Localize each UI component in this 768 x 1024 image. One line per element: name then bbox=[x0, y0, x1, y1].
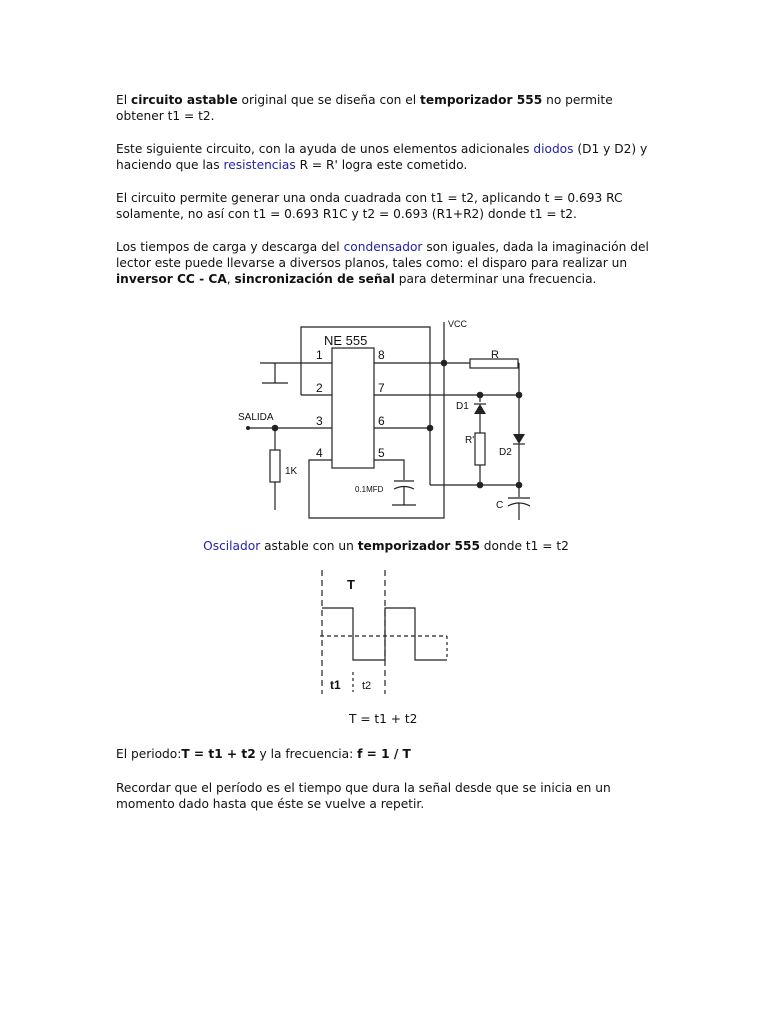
formula: T = t1 + t2 bbox=[349, 712, 418, 726]
link-oscilador[interactable]: Oscilador bbox=[203, 539, 261, 553]
pin-1-label: 1 bbox=[316, 348, 323, 362]
resistor-1k-label: 1K bbox=[285, 466, 298, 477]
paragraph-charge-times: Los tiempos de carga y descarga del condensador son iguales, dada la imaginación del lector este puede llevarse a diversos planos, tales como: el disparo para realizar un inversor CC - CA, sincronización de señal para determinar una frecuencia. bbox=[116, 240, 649, 286]
resistor-r-prime-label: R' bbox=[465, 435, 475, 446]
t1-label: t1 bbox=[330, 678, 341, 692]
pin-2-label: 2 bbox=[316, 381, 323, 395]
pin-6-label: 6 bbox=[378, 414, 385, 428]
pin-4-label: 4 bbox=[316, 446, 323, 460]
diode-d2-label: D2 bbox=[499, 447, 512, 458]
link-diodos[interactable]: diodos bbox=[533, 142, 574, 156]
pin-8-label: 8 bbox=[378, 348, 385, 362]
paragraph-intro: El circuito astable original que se diseña con el temporizador 555 no permite obtener t1 = t2. bbox=[116, 93, 613, 123]
link-condensador[interactable]: condensador bbox=[343, 240, 423, 254]
waveform-diagram bbox=[0, 560, 768, 700]
t2-label: t2 bbox=[362, 680, 372, 692]
circuit-caption: Oscilador astable con un temporizador 555 donde t1 = t2 bbox=[203, 539, 569, 553]
capacitor-c-label: C bbox=[496, 500, 504, 511]
pin-7-label: 7 bbox=[378, 381, 385, 395]
diode-d1-label: D1 bbox=[456, 401, 469, 412]
paragraph-period: El periodo:T = t1 + t2 y la frecuencia: f = 1 / T bbox=[116, 747, 411, 761]
salida-label: SALIDA bbox=[238, 412, 274, 423]
capacitor-label: 0.1MFD bbox=[355, 485, 384, 494]
paragraph-diodes: Este siguiente circuito, con la ayuda de unos elementos adicionales diodos (D1 y D2) y haciendo que las resistencias R = R' logra este cometido. bbox=[116, 142, 648, 172]
vcc-label: VCC bbox=[448, 319, 468, 329]
period-label: T bbox=[347, 577, 355, 592]
resistor-r-label: R bbox=[491, 349, 499, 361]
paragraph-period-definition: Recordar que el período es el tiempo que dura la señal desde que se inicia en un momento dado hasta que éste se vuelve a repetir. bbox=[116, 781, 611, 811]
pin-3-label: 3 bbox=[316, 414, 323, 428]
link-resistencias[interactable]: resistencias bbox=[223, 158, 296, 172]
chip-label: NE 555 bbox=[324, 333, 368, 348]
pin-5-label: 5 bbox=[378, 446, 385, 460]
paragraph-square-wave: El circuito permite generar una onda cuadrada con t1 = t2, aplicando t = 0.693 RC solamente, no así con t1 = 0.693 R1C y t2 = 0.693 (R1+R2) donde t1 = t2. bbox=[116, 191, 623, 221]
